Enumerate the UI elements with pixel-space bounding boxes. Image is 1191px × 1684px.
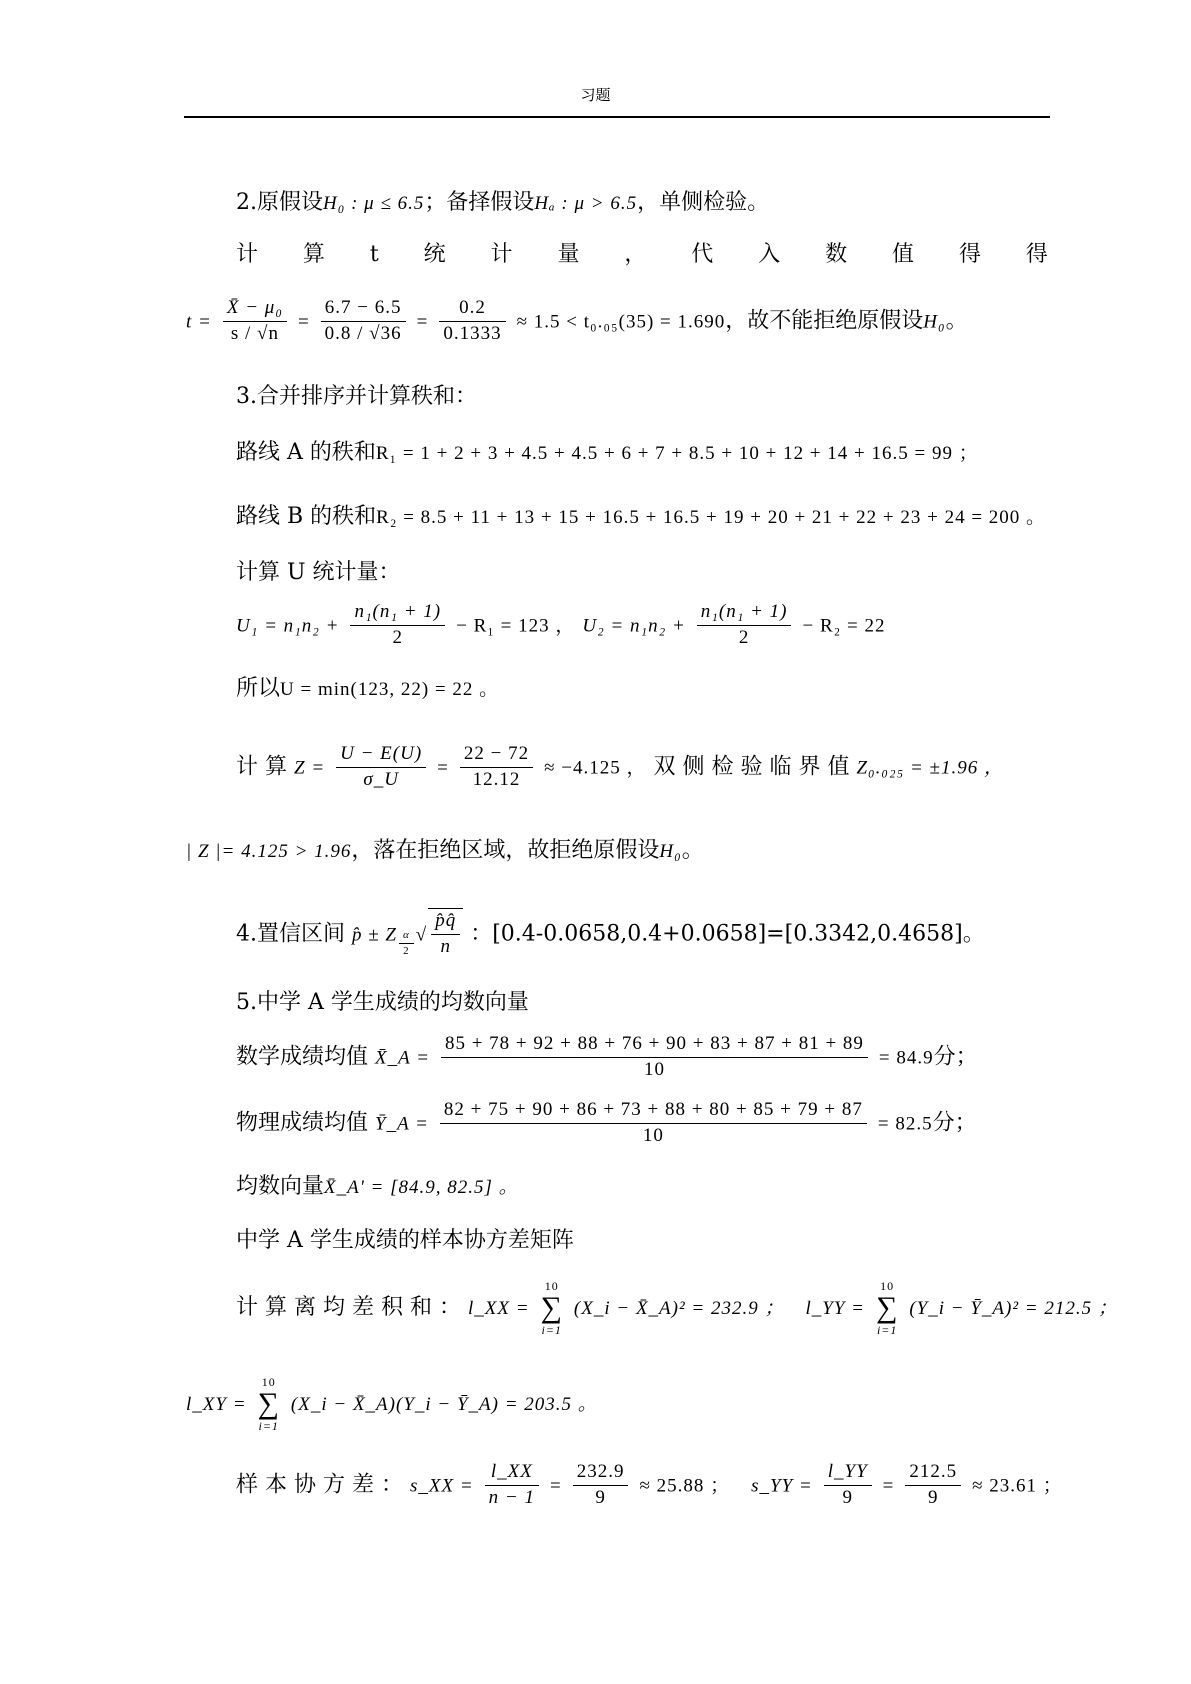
calc-char: 统 — [423, 242, 446, 267]
r2-label: 路线 B 的秩和 — [236, 504, 377, 529]
t-frac-1 — [223, 296, 287, 347]
item4-ci: 4.置信区间 p̂ ± Z $\frac{\alpha}{2}$ √ $\frac{p̂q̂}{n}$ ：[0.4-0.0658,0.4+0.0658]=[0.3342,0.4658]。 — [236, 908, 985, 960]
z-crit-label: 双 侧 检 验 临 界 值 — [653, 754, 850, 780]
t-frac-1-num: X̄ − μ₀ — [223, 296, 287, 322]
t-conclusion: ，故不能拒绝原假设 — [725, 308, 924, 334]
z-frac-1-den: σ_U — [363, 768, 399, 790]
sxx-den-2: 9 — [595, 1486, 606, 1508]
item5-math-mean — [236, 1032, 978, 1083]
calc-char: 计 — [490, 242, 513, 267]
sxx-num: l_XX — [485, 1460, 539, 1486]
lxx-sum-upper: 10 — [544, 1279, 559, 1293]
item3-intro: 3.合并排序并计算秩和： — [236, 384, 477, 409]
math-lhs: X̄_A = — [375, 1047, 430, 1069]
item3-r2 — [236, 504, 1046, 530]
z-frac-2-den: 12.12 — [472, 768, 521, 790]
item2-hypotheses — [236, 190, 769, 216]
header-rule — [184, 116, 1050, 118]
u2-frac-num: n₁(n₁ + 1) — [697, 600, 792, 626]
z-conclusion: ，落在拒绝区域，故拒绝原假设 — [351, 838, 660, 863]
lyy-sum-upper: 10 — [880, 1279, 895, 1293]
sxx-frac — [485, 1460, 539, 1511]
ci-sub-frac — [399, 928, 414, 959]
math-result: = 84.9 — [878, 1047, 934, 1069]
hyp-prefix: 2.原假设 — [236, 190, 323, 215]
t-frac-3-den: 0.1333 — [443, 322, 502, 344]
item2-calc-text — [236, 242, 1048, 268]
math-den: 10 — [643, 1058, 665, 1080]
h0-eq: H₀ : μ ≤ 6.5 — [323, 193, 425, 214]
item5-dev-sums — [236, 1280, 1118, 1336]
phys-result: = 82.5 — [877, 1113, 933, 1135]
item3-z-formula: 计 算 Z = $\frac{U - E(U)}{\sigma\_U}$ = $\frac{22 - 72}{12.12}$ ≈ −4.125 ， 双 侧 检 验 临 界 值 Z₀.₀₂₅ = ±1.96 ， — [236, 742, 1004, 793]
item3-r1 — [236, 440, 979, 466]
item5-mean-vector — [236, 1174, 519, 1200]
item3-z-conclusion — [186, 838, 704, 864]
z-abs: | Z |= 4.125 > 1.96 — [186, 841, 352, 862]
lyy-body: (Y_i − Ȳ_A)² = 212.5 ； — [909, 1297, 1118, 1319]
ci-sqrt-frac — [431, 909, 460, 960]
u1-rhs: − R₁ = 123 ， — [456, 615, 576, 637]
lyy-sum-lower: i=1 — [876, 1322, 898, 1337]
t-conclusion-h0: H₀ — [923, 311, 946, 333]
ha-eq: Hₐ : μ > 6.5 — [534, 193, 638, 214]
u2-rhs: − R₂ = 22 — [802, 615, 886, 637]
vec-eq: X̄_A' = [84.9, 82.5] 。 — [324, 1177, 519, 1198]
cov-label: 样 本 协 方 差 ： — [236, 1472, 403, 1498]
math-label: 数学成绩均值 — [236, 1044, 369, 1070]
item2-t-formula: t = $\frac{\text{X̄ − μ₀}}{s / √n}$ = $\frac{6.7 - 6.5}{0.8 / √36}$ = $\frac{0.2}{0.1333}$ ≈ 1.5 < t₀.₀₅(35) = 1.690，故不能拒绝原假设H₀。 — [186, 296, 968, 347]
u2-lhs: U₂ = n₁n₂ + — [582, 615, 686, 637]
z-result: ≈ −4.125 ， — [544, 757, 647, 779]
lxy-sum: 10 ∑ i=1 — [257, 1375, 280, 1433]
syy-lhs: s_YY = — [751, 1475, 813, 1497]
z-frac-1-num: U − E(U) — [336, 742, 426, 768]
ci-sub-den: 2 — [403, 945, 410, 958]
r1-eq: R₁ = 1 + 2 + 3 + 4.5 + 4.5 + 6 + 7 + 8.5 + 10 + 12 + 14 + 16.5 = 99 ； — [375, 443, 979, 464]
vec-label: 均数向量 — [236, 1174, 325, 1199]
math-num: 85 + 78 + 92 + 88 + 76 + 90 + 83 + 87 + 81 + 89 — [441, 1032, 868, 1058]
calc-char: 数 — [825, 242, 848, 267]
t-frac-3 — [439, 296, 505, 347]
calc-char: 算 — [302, 242, 325, 267]
ci-sub-num: α — [399, 928, 414, 944]
phys-frac — [440, 1098, 867, 1149]
syy-result: ≈ 23.61 ； — [972, 1475, 1063, 1497]
lxy-sum-lower: i=1 — [258, 1418, 279, 1433]
item3-u-formulas — [236, 600, 885, 651]
phys-den: 10 — [642, 1124, 664, 1146]
u-min-label: 所以 — [236, 676, 281, 701]
u1-frac-num: n₁(n₁ + 1) — [350, 600, 445, 626]
dev-label: 计 算 离 均 差 积 和 ： — [236, 1294, 461, 1320]
calc-char: 得 — [958, 242, 981, 267]
t-frac-3-num: 0.2 — [439, 296, 505, 322]
t-frac-1-den: s / √n — [230, 322, 279, 344]
calc-chars — [236, 242, 1048, 268]
t-result: ≈ 1.5 < t₀.₀₅(35) = 1.690 — [516, 311, 726, 333]
item5-lxy — [186, 1376, 598, 1432]
t-end: 。 — [945, 308, 968, 334]
calc-char: 得 — [1025, 242, 1048, 267]
t-lhs: t = — [186, 311, 212, 333]
sxx-den: n − 1 — [488, 1486, 535, 1508]
ci-result: ：[0.4-0.0658,0.4+0.0658]=[0.3342,0.4658]。 — [470, 921, 985, 947]
item5-sample-cov: 样 本 协 方 差 ： s_XX = $\frac{l\_XX}{n - 1}$ = $\frac{232.9}{9}$ ≈ 25.88 ； s_YY = $\frac{l\_YY}{9}$ = $\frac{212.5}{9}$ ≈ 23.61 ； — [236, 1460, 1063, 1511]
lxy-lhs: l_XY = — [186, 1393, 247, 1415]
ci-formula-lhs: p̂ ± Z — [352, 924, 397, 946]
syy-frac — [824, 1460, 872, 1511]
item5-phys-mean — [236, 1098, 977, 1149]
calc-char: ， — [624, 242, 647, 267]
z-conclusion-h0: H₀ — [659, 841, 682, 862]
calc-char: 代 — [691, 242, 714, 267]
t-frac-2 — [321, 296, 406, 347]
lxx-body: (X_i − X̄_A)² = 232.9 ； — [573, 1297, 785, 1319]
r2-eq: R₂ = 8.5 + 11 + 13 + 15 + 16.5 + 16.5 + 19 + 20 + 21 + 22 + 23 + 24 = 200 。 — [376, 507, 1047, 528]
syy-frac-2 — [905, 1460, 961, 1511]
z-frac-2-num: 22 − 72 — [460, 742, 533, 768]
z-end: 。 — [681, 838, 704, 863]
z-label: 计 算 — [236, 754, 287, 780]
syy-num-2: 212.5 — [905, 1460, 961, 1486]
t-frac-2-num: 6.7 − 6.5 — [321, 296, 406, 322]
sxx-frac-2 — [573, 1460, 629, 1511]
ci-sqrt-num: p̂q̂ — [431, 909, 460, 935]
calc-char: 量 — [557, 242, 580, 267]
u1-lhs: U₁ = n₁n₂ + — [236, 615, 340, 637]
calc-char: 值 — [892, 242, 915, 267]
ci-label: 4.置信区间 — [236, 921, 345, 947]
u1-frac-den: 2 — [392, 626, 404, 648]
r1-label: 路线 A 的秩和 — [236, 440, 376, 465]
u1-frac — [350, 600, 445, 651]
syy-den-2: 9 — [928, 1486, 939, 1508]
u2-frac-den: 2 — [738, 626, 750, 648]
z-frac-1 — [336, 742, 426, 793]
syy-num: l_YY — [824, 1460, 872, 1486]
calc-char: 计 — [236, 242, 259, 267]
sxx-result: ≈ 25.88 ； — [639, 1475, 731, 1497]
calc-char: t — [369, 242, 379, 267]
u-min-eq: U = min(123, 22) = 22 。 — [280, 679, 500, 700]
hyp-suffix: ，单侧检验。 — [637, 190, 770, 215]
t-frac-2-den: 0.8 / √36 — [324, 322, 402, 344]
lxy-body: (X_i − X̄_A)(Y_i − Ȳ_A) = 203.5 。 — [290, 1393, 598, 1415]
lxx-sum: 10 ∑ i=1 — [540, 1279, 563, 1337]
u2-frac — [697, 600, 792, 651]
item5-cov-intro: 中学 A 学生成绩的样本协方差矩阵 — [236, 1228, 574, 1253]
phys-lhs: Ȳ_A = — [375, 1113, 429, 1135]
phys-label: 物理成绩均值 — [236, 1110, 369, 1136]
z-lhs: Z = — [294, 757, 326, 779]
phys-unit: 分； — [932, 1110, 977, 1136]
lxx-sum-lower: i=1 — [541, 1322, 562, 1337]
syy-den: 9 — [842, 1486, 853, 1508]
lyy-lhs: l_YY = — [805, 1297, 865, 1319]
lxy-sum-upper: 10 — [261, 1375, 276, 1389]
item3-u-min — [236, 676, 499, 702]
calc-char: 入 — [758, 242, 781, 267]
sxx-num-2: 232.9 — [573, 1460, 629, 1486]
hyp-mid: ；备择假设 — [424, 190, 535, 215]
math-frac — [441, 1032, 868, 1083]
sxx-lhs: s_XX = — [409, 1475, 474, 1497]
lyy-sum: 10 ∑ i=1 — [875, 1279, 899, 1337]
ci-sqrt-den: n — [440, 935, 451, 957]
z-frac-2 — [460, 742, 533, 793]
lxx-lhs: l_XX = — [467, 1297, 530, 1319]
math-unit: 分； — [933, 1044, 978, 1070]
page-header: 习题 — [580, 86, 611, 104]
item3-u-intro: 计算 U 统计量： — [236, 560, 401, 585]
item5-intro: 5.中学 A 学生成绩的均数向量 — [236, 990, 529, 1015]
z-crit-eq: Z₀.₀₂₅ = ±1.96 ， — [856, 757, 1004, 779]
phys-num: 82 + 75 + 90 + 86 + 73 + 88 + 80 + 85 + 79 + 87 — [440, 1098, 867, 1124]
